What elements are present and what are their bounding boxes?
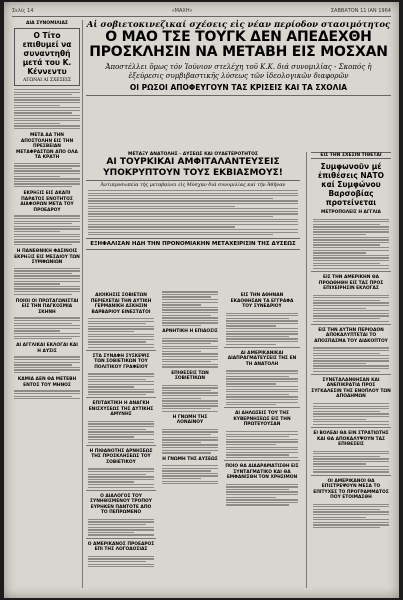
tito-headline: Ο Τίτο επιθυμεί να συναντηθή μετά του Κ. Κέννεντυ — [22, 31, 72, 76]
left-item-5: ΑΙ ΑΓΓΛΙΚΑΙ ΕΚΛΟΓΑΙ ΚΑΙ Η ΔΥΣΙΣ — [16, 343, 78, 354]
text-block — [313, 295, 389, 322]
left-kicker: ΔΙΑ ΣΥΝΟΜΙΛΙΑΣ — [26, 21, 68, 26]
text-block — [313, 347, 389, 372]
right-small-head: ΜΕΤΡΟΠΟΛΕΙΣ Η ΑΓΓΛΙΑ — [321, 210, 381, 215]
text-block — [88, 519, 154, 536]
text-block — [226, 431, 298, 458]
left-item-3: Η ΠΑΝΕΘΝΙΚΗ ΦΑΣΙΝΟΙΣ ΕΚΡΗΞΙΣ ΕΙΣ ΜΕΣΑΙΟΥ ΤΩΝ ΣΥΜΦΩΝΙΩΝ — [14, 249, 80, 266]
text-block — [88, 556, 154, 568]
left-column — [12, 20, 83, 588]
text-block — [162, 338, 218, 368]
lower-column-3 — [224, 290, 300, 588]
text-block — [14, 317, 80, 339]
col1-item-1: ΔΙΟΙΚΗΣΙΣ ΣΟΒΙΕΤΩΝ ΠΕΡΙΕΧΕΤΑΙ ΤΗΝ ΔΥΤΙΚΗ ΓΕΡΜΑΝΙΚΗ ΑΣΚΗΣΙΝ ΒΑΡΒΑΡΙΟΥ ΕΙΝΕΣΤΑΤΟΙ — [90, 293, 152, 315]
text-block — [226, 313, 298, 345]
text-block — [14, 215, 80, 245]
col3-item-2: ΑΙ ΑΜΕΡΙΚΑΝΙΚΑΙ ΔΙΑΠΡΑΓΜΑΤΕΥΣΕΙΣ ΤΗΣ ΕΝ ΤΗ ΑΝΑΤΟΛΗ — [227, 350, 297, 367]
text-block — [88, 373, 154, 395]
col2-item-1: ΑΡΝΗΤΙΚΗ Η ΕΠΙΔΟΣΙΣ — [162, 329, 218, 335]
text-block — [88, 468, 154, 487]
col3-item-3: ΑΙ ΔΗΛΩΣΕΙΣ ΤΟΥ ΤΗΣ ΚΥΒΕΡΝΗΣΕΩΣ ΕΙΣ ΤΗΝ ΠΡΩΤΕΥΟΥΣΑΝ — [233, 411, 291, 428]
tito-subhead: ΑΓΩΝΑΙ ΑΙ ΣΧΕΣΕΙΣ — [22, 78, 72, 83]
lead-headline: Ο ΜΑΟ ΤΣΕ ΤΟΥΓΚ ΔΕΝ ΑΠΕΔΕΧΘΗ ΠΡΟΣΚΛΗΣΙΝ ΝΑ ΜΕΤΑΒΗ ΕΙΣ ΜΟΣΧΑΝ — [89, 29, 388, 60]
lead-supra: Αἱ σοβιετοκινεζικαί σχέσεις εἰς νέαν περίοδον στασιμότητος — [86, 20, 391, 30]
text-block — [14, 390, 80, 399]
masthead — [12, 6, 391, 17]
turkish-label: ΜΕΤΑΞΥ ΑΝΑΤΟΛΗΣ - ΔΥΣΕΩΣ ΚΑΙ ΟΥΔΕΤΕΡΟΤΗΤΟΣ — [127, 152, 258, 157]
page-number: Σελίς 14 — [12, 8, 34, 14]
right-headline: Συμφωνοῦν μέ ἐπιθέσεις ΝΑΤΟ καί Συμφώνου Βαρσοβίας προτείνεται — [318, 162, 384, 207]
text-block — [162, 429, 218, 454]
text-block — [14, 89, 80, 129]
main-area — [86, 20, 391, 588]
right-item-4: ΕΙ ΒΟΛΕΑΙ ΘΑ ΕΙΝ ΣΤΡΑΤΙΩΤΗΣ ΚΑΙ ΘΑ ΑΠΟΚΑΛΥΨΟΥΝ ΤΑΣ ΕΠΙΘΕΣΕΙΣ — [313, 431, 389, 447]
text-block — [14, 268, 80, 295]
col2-item-2: ΕΠΙΘΕΣΕΙΣ ΤΩΝ ΣΟΒΙΕΤΙΚΩΝ — [171, 370, 209, 382]
right-item-2: ΕΙΣ ΤΗΝ ΑΥΤΗΝ ΠΕΡΙΟΔΟΝ ΑΠΟΚΑΛΥΠΤΕΤΑΙ ΤΟ ΑΠΟΣΠΑΣΜΑ ΤΟΥ ΔΙΑΚΟΠΤΟΥ — [314, 327, 388, 344]
col1-item-3: ΕΠΙΤΑΚΤΙΚΗ Η ΑΝΑΓΚΗ ΕΝΙΣΧΥΣΕΩΣ ΤΗΣ ΔΥΤΙΚΗΣ ΑΜΥΝΗΣ — [88, 401, 154, 418]
text-block — [88, 190, 298, 235]
col1-item-4: Η ΠΙΘΑΝΟΤΗΣ ΑΡΝΗΣΕΩΣ ΤΗΣ ΠΡΟΣΚΛΗΣΕΩΣ ΤΟΥ ΣΟΒΙΕΤΙΚΟΥ — [89, 448, 153, 465]
right-item-1: ΕΙΣ ΤΗΝ ΑΜΕΡΙΚΗΝ ΘΑ ΠΡΟΩΘΗΘΗ ΕΙΣ ΤΑΣ ΠΡΟΣ ΕΠΙΧΕΙΡΗΣΙΝ ΕΚΛΟΓΑΣ — [318, 275, 384, 292]
col3-item-4: ΠΟΙΟ ΘΑ ΔΙΑΔΡΑΜΑΤΙΣΘΗ ΕΙΣ ΣΥΝΤΑΓΜΑΤΙΚΟ ΚΑΙ ΘΑ ΕΜΦΑΝΙΣΘΗ ΤΟΝ ΧΡΗΣΙΜΟΝ — [225, 464, 299, 481]
text-block — [88, 318, 154, 348]
lead-subhead: ΟΙ ΡΩΣΟΙ ΑΠΟΦΕΥΓΟΥΝ ΤΑΣ ΚΡΙΣΕΙΣ ΚΑΙ ΤΑ ΣΧΟΛΙΑ — [86, 83, 391, 96]
text-block — [162, 291, 218, 326]
right-kicker: ΕΙΣ ΤΗΝ ΣΧΕΣΙΝ ΤΙΘΕΤΑΙ — [311, 152, 391, 159]
text-block — [313, 504, 389, 529]
right-column — [306, 152, 391, 588]
text-block — [226, 484, 298, 506]
paper-name: «ΜΑΧΗ» — [171, 8, 193, 14]
right-item-3: ΣΥΝΕΤΑΛΑΝΘΗΣΑΝ ΚΑΙ ΑΝΕΠΙΚΡΑΤΙΑ ΠΡΟΣ ΣΥΓΚΑΛΕΣΙΝ ΤΗΣ ΕΝΟΠΛΟΥ ΤΩΝ ΑΠΟΔΗΜΩΝ — [311, 377, 391, 400]
lower-column-2 — [160, 290, 220, 588]
turkish-story — [86, 152, 300, 250]
col1-item-6: Ο ΑΜΕΡΙΚΑΝΟΣ ΠΡΟΕΔΡΟΣ ΕΠΙ ΤΗΣ ΛΟΓΟΔΟΣΙΑΣ — [87, 541, 155, 553]
turkish-bar: ΕΞΗΦΑΛΙΣΑΝ ΗΔΗ ΤΗΝ ΠΡΟΝΟΜΙΑΚΗΝ ΜΕΤΑΧΕΙΡΙΣΙΝ ΤΗΣ ΔΥΣΕΩΣ — [86, 238, 300, 250]
text-block — [162, 465, 218, 484]
text-block — [14, 356, 80, 373]
col1-item-2: ΣΤΑ ΣΥΝΑΦΗ ΣΥΣΚΕΨΙΣ ΤΩΝ ΣΟΒΙΕΤΙΚΩΝ ΤΟΥ ΠΟΛΙΤΙΚΟΥ ΓΡΑΦΕΙΟΥ — [92, 353, 150, 370]
left-bottom-head: ΚΑΜΙΑ ΔΕΝ ΘΑ ΜΕΤΕΒΗ ΕΝΤΟΣ ΤΟΥ ΜΗΝΟΣ — [17, 377, 77, 388]
lead-deck: Ἀποστέλλει ὅμως τόν Ἰούνιον στελέχη τοῦ Κ.Κ. διά συνομιλίας - Σκοπός ἡ ἐξεύρεσις συμβιβαστικῆς λύσεως τῶν ἰδεολογικῶν διαφορῶν — [105, 63, 372, 80]
left-item-1: ΜΕΤΑ ΔΑ ΤΗΝ ΑΠΟΣΤΟΛΗΝ ΕΙΣ ΤΗΝ ΠΡΕΣΒΕΙΑΝ ΜΕΤΑΦΡΑΣΤΩΝ ΑΠΟ ΟΛΑ ΤΑ ΚΡΑΤΗ — [16, 133, 78, 161]
newspaper-page — [4, 2, 399, 598]
col2-item-3: Η ΓΝΩΜΗ ΤΗΣ ΛΟΝΔΙΝΟΥ — [172, 414, 208, 426]
text-block — [88, 421, 154, 443]
lower-column-1 — [86, 290, 156, 588]
text-block — [162, 385, 218, 412]
text-block — [14, 163, 80, 188]
col1-item-5: Ο ΔΙΑΛΟΓΟΣ ΤΟΥ ΣΥΝΗΘΙΣΜΕΝΟΥ ΤΡΟΠΟΥ ΕΥΡΗΚΕΝ ΠΑΝΤΟΤΕ ΑΠΟ ΤΟ ΠΕΠΡΩΜΕΝΟ — [90, 493, 152, 516]
text-block — [226, 370, 298, 405]
left-item-2: ΕΚΡΗΞΙΣ ΕΙΣ ΑΚΑΠΙ ΠΑΡΑΤΟΣ ΕΝΟΤΗΤΟΣ ΔΙΑΦΟΡΩΝ ΜΕΤΑ ΤΟΥ ΠΡΟΕΔΡΟΥ — [20, 191, 74, 213]
col2-item-4: Η ΓΝΩΜΗ ΤΗΣ ΔΥΣΕΩΣ — [162, 456, 218, 462]
turkish-sub: Ἀντιπροσωπεία τῆς μεταβαίνει εἰς Μόσχαν διά συνομιλίας καί τήν Ἀθήναν — [100, 183, 286, 188]
tito-box — [14, 28, 80, 86]
text-block — [313, 219, 389, 270]
left-item-4: ΠΟΙΟΙ ΟΙ ΠΡΩΤΑΓΩΝΙΣΤΑΙ ΕΙΣ ΤΗΝ ΠΑΓΚΟΣΜΙΑ ΣΚΗΝΗ — [15, 298, 79, 315]
text-block — [313, 451, 389, 473]
issue-date: ΣΑΒΒΑΤΟΝ 11 ΙΑΝ 1964 — [330, 8, 391, 14]
right-item-5: ΟΙ ΑΜΕΡΙΚΑΝΟΙ ΘΑ ΕΠΙΣΤΡΕΨΟΥΝ ΜΕΣΑ ΤΟ ΕΠΙΤΥΧΕΣ ΤΟ ΠΡΟΓΡΑΜΜΑΤΟΣ ΠΟΥ ΕΤΟΙΜΑΣΘΗ — [313, 478, 389, 501]
col3-item-1: ΕΙΣ ΤΗΝ ΑΘΗΝΑΝ ΕΚΔΟΘΗΣΑΝ ΤΑ ΕΓΓΡΑΦΑ ΤΟΥ ΣΥΝΕΔΡΙΟΥ — [230, 293, 294, 309]
turkish-headline: ΑΙ ΤΟΥΡΚΙΚΑΙ ΑΜΦΙΤΑΛΑΝΤΕΥΣΕΙΣ ΥΠΟΚΡΥΠΤΟΥΝ ΤΟΥΣ ΕΚΒΙΑΣΜΟΥΣ! — [86, 157, 300, 181]
text-block — [313, 403, 389, 425]
